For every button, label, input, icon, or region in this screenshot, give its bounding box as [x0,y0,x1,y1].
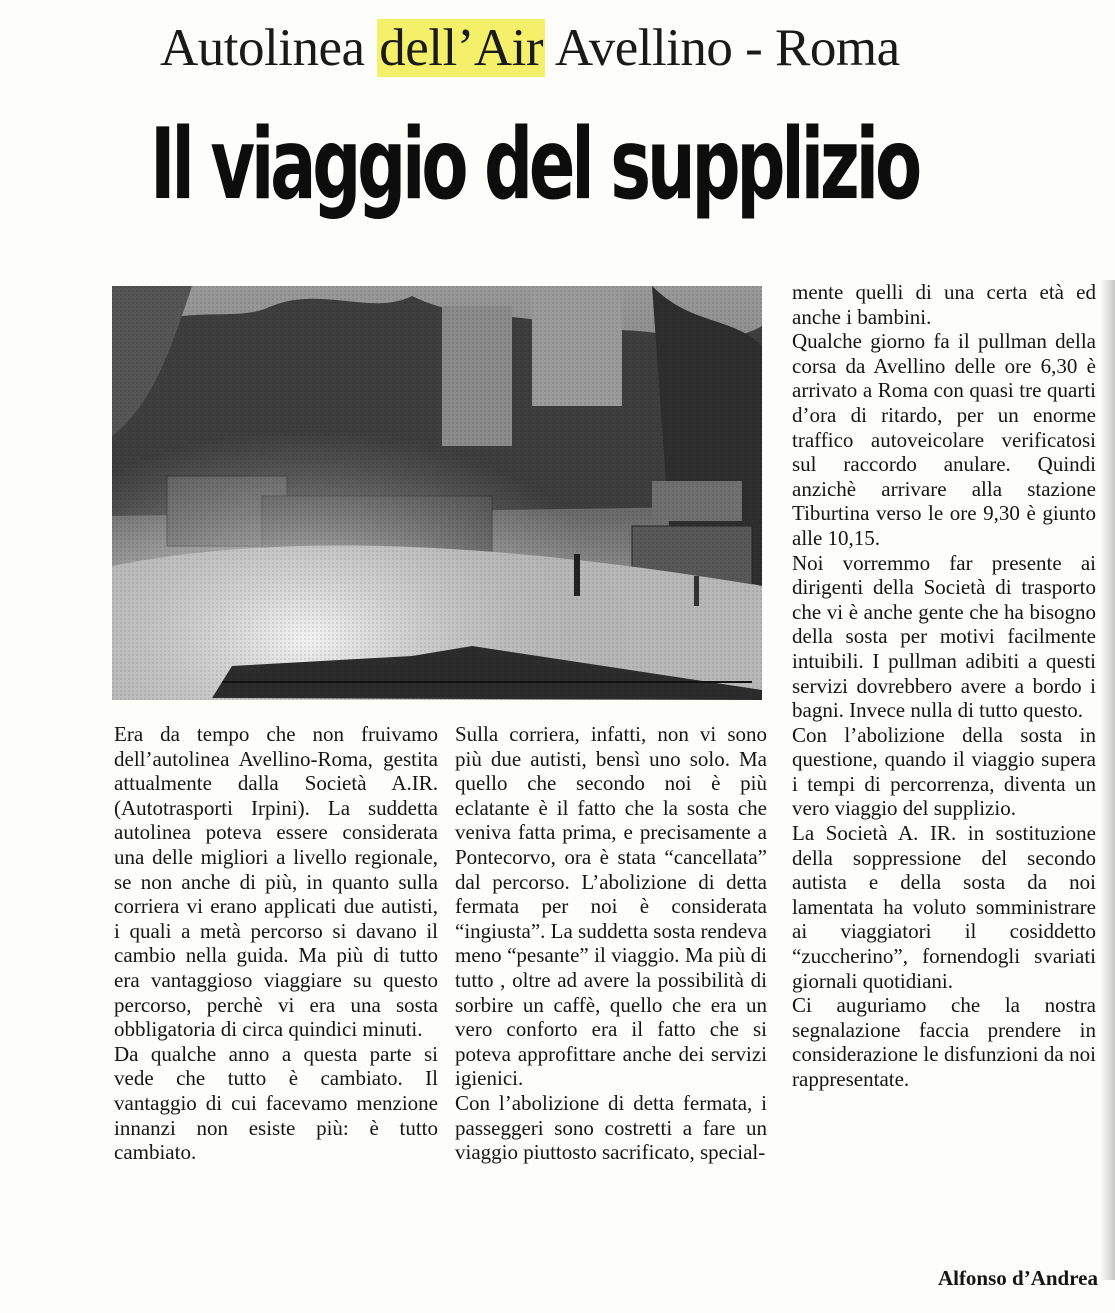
article-column-1 [114,722,438,1297]
scan-edge-shadow [1100,280,1115,1280]
paragraph: Ci auguriamo che la nostra segnalazione faccia prendere in considerazione le disfunzioni da noi rappresentate. [792,993,1096,1091]
paragraph: Sulla corriera, infatti, non vi sono più due autisti, bensì uno solo. Ma quello che secondo noi è più eclatante è il fatto che la sosta che veniva fatta prima, e precisamente a Pontecorvo, ora è stata “cancellata” dal percorso. L’abolizione di detta fermata per noi è considerata “ingiusta”. La suddetta sosta rendeva meno “pesante” il viaggio. Ma più di tutto , oltre ad avere la possibilità di sorbire un caffè, quello che era un vero conforto era il fatto che si poteva approfittare anche dei servizi igienici. [455,722,767,1091]
paragraph: mente quelli di una certa età ed anche i bambini. [792,280,1096,329]
paragraph: Con l’abolizione di detta fermata, i passeggeri sono costretti a fare un viaggio piuttosto sacrificato, special- [455,1090,767,1165]
kicker-part-1: Autolinea [160,19,378,77]
paragraph: Da qualche anno a questa parte si vede che tutto è cambiato. Il vantaggio di cui facevamo menzione innanzi non esiste più: è tutto cambiato. [114,1041,438,1165]
paragraph: La Società A. IR. in sostituzione della soppressione del secondo autista e della sosta da noi lamentata ha voluto somministrare ai viaggiatori il cosiddetto “zuccherino”, fornendogli svariati giornali quotidiani. [792,821,1096,993]
paragraph: Qualche giorno fa il pullman della corsa da Avellino delle ore 6,30 è arrivato a Roma con quasi tre quarti d’ora di ritardo, per un enorme traffico autoveicolare verificatosi sul raccordo anulare. Quindi anzichè arrivare alla stazione Tiburtina verso le ore 9,30 è giunto alle 10,15. [792,329,1096,550]
paragraph: Con l’abolizione della sosta in questione, quando il viaggio supera i tempi di percorrenza, diventa un vero viaggio del supplizio. [792,722,1096,821]
headline: Il viaggio del supplizio [150,108,918,222]
bus-terminal-photo [112,286,762,700]
kicker-title [160,18,1100,78]
paragraph: Era da tempo che non fruivamo dell’autolinea Avellino-Roma, gestita attualmente dalla Società A.IR. (Autotrasporti Irpini). La suddetta autolinea poteva essere considerata una delle migliori a livello regionale, se non anche di più, in quanto sulla corriera vi erano applicati due autisti, i quali a metà percorso si davano il cambio nella guida. Ma più di tutto era vantaggioso viaggiare su questo percorso, perchè vi era una sosta obbligatoria di circa quindici minuti. [114,722,438,1042]
kicker-part-2: Avellino - Roma [545,19,900,77]
article-column-2 [455,722,767,1297]
paragraph: Noi vorremmo far presente ai dirigenti della Società di trasporto che vi è anche gente che ha bisogno della sosta per motivi facilmente intuibili. I pullman adibiti a questi servizi dovrebbero avere a bordo i bagni. Invece nulla di tutto questo. [792,550,1096,723]
author-signature: Alfonso d’Andrea [937,1266,1098,1290]
kicker-highlight: dell’Air [379,19,544,77]
article-column-3 [792,280,1096,1270]
